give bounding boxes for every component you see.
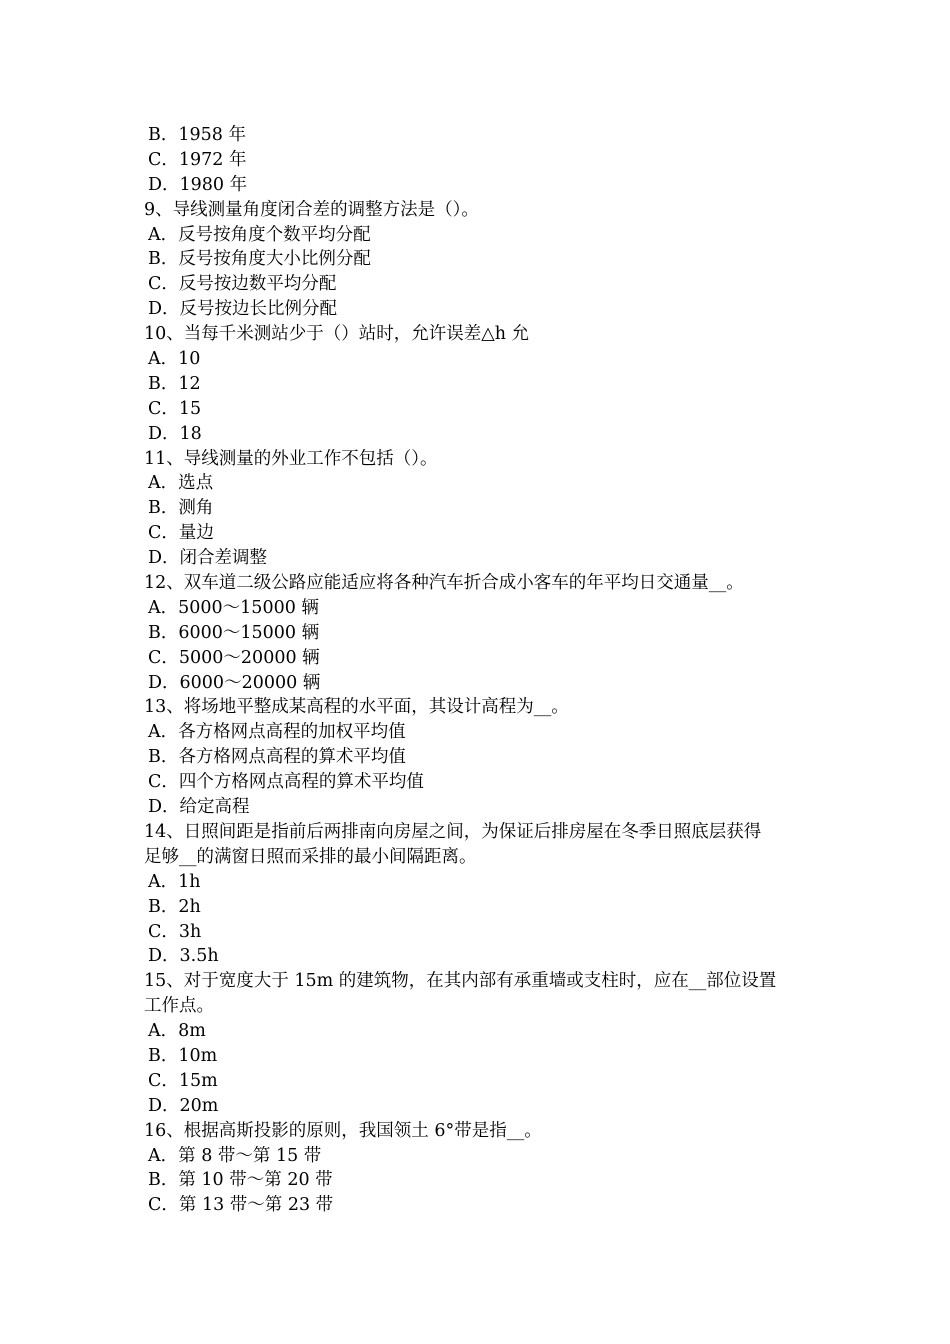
answer-option: D．反号按边长比例分配 [148, 299, 338, 320]
answer-option: B．12 [148, 373, 201, 394]
answer-option: A．选点 [148, 473, 214, 494]
answer-option: B．反号按角度大小比例分配 [148, 249, 371, 270]
answer-option: A．8m [148, 1021, 206, 1042]
answer-option: B．测角 [148, 498, 214, 519]
answer-option: D．20m [148, 1095, 219, 1116]
answer-option: B．6000～15000 辆 [148, 622, 320, 643]
answer-option: D．3.5h [148, 946, 219, 967]
answer-option: A．各方格网点高程的加权平均值 [148, 722, 406, 743]
answer-option: C．第 13 带～第 23 带 [148, 1195, 334, 1216]
answer-option: D．闭合差调整 [148, 548, 268, 569]
answer-option: C．15 [148, 398, 202, 419]
question-text: 10、当每千米测站少于（）站时，允许误差△h 允 [144, 324, 530, 345]
answer-option: C．5000～20000 辆 [148, 647, 320, 668]
question-text: 12、双车道二级公路应能适应将各种汽车折合成小客车的年平均日交通量__。 [144, 573, 744, 594]
answer-option: A．反号按角度个数平均分配 [148, 224, 371, 245]
answer-option: B．1958 年 [148, 125, 246, 145]
question-text: 11、导线测量的外业工作不包括（）。 [144, 448, 438, 469]
answer-option: C．1972 年 [148, 149, 247, 170]
answer-option: D．6000～20000 辆 [148, 672, 321, 693]
question-text: 14、日照间距是指前后两排南向房屋之间，为保证后排房屋在冬季日照底层获得 [144, 821, 762, 842]
answer-option: A．5000～15000 辆 [148, 597, 319, 618]
answer-option: B．2h [148, 896, 201, 917]
question-text: 13、将场地平整成某高程的水平面，其设计高程为__。 [144, 697, 569, 718]
answer-option: C．3h [148, 921, 202, 942]
answer-option: A．1h [148, 871, 201, 892]
answer-option: D．给定高程 [148, 797, 250, 818]
answer-option: B．第 10 带～第 20 带 [148, 1170, 333, 1191]
answer-option: B．10m [148, 1045, 218, 1066]
answer-option: A．第 8 带～第 15 带 [148, 1145, 322, 1166]
answer-option: D．1980 年 [148, 174, 248, 195]
question-text: 足够__的满窗日照而采排的最小间隔距离。 [144, 846, 477, 867]
answer-option: C．四个方格网点高程的算术平均值 [148, 772, 424, 793]
answer-option: C．反号按边数平均分配 [148, 274, 337, 295]
answer-option: C．15m [148, 1070, 218, 1091]
question-text: 9、导线测量角度闭合差的调整方法是（）。 [144, 199, 479, 220]
answer-option: A．10 [148, 349, 201, 370]
answer-option: D．18 [148, 423, 202, 444]
document-body [0, 123, 950, 1218]
question-text: 16、根据高斯投影的原则，我国领土 6°带是指__。 [144, 1120, 542, 1141]
answer-option: B．各方格网点高程的算术平均值 [148, 747, 406, 768]
question-text: 15、对于宽度大于 15m 的建筑物，在其内部有承重墙或支柱时，应在__部位设置 [144, 971, 777, 992]
question-text: 工作点。 [144, 996, 214, 1017]
answer-option: C．量边 [148, 523, 214, 544]
